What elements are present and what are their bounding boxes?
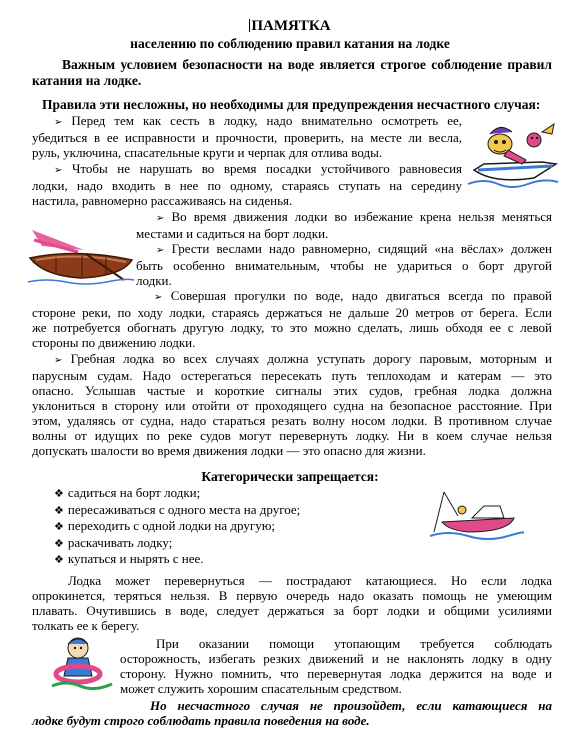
page-title: ПАМЯТКА <box>251 18 331 34</box>
arrow-bullet-icon: ➢ <box>156 245 165 256</box>
rule-1: ➢ Перед тем как сесть в лодку, надо внимательно осмотреть ее, убедиться в ее исправности и прочности, проверить, на месте ли весла, руль, уключина, спасательные круги и черпак для отлива воды. <box>32 113 462 160</box>
child-life-ring-icon <box>48 634 118 692</box>
arrow-bullet-icon: ➢ <box>54 165 63 176</box>
intro-paragraph: Важным условием безопасности на воде является строгое соблюдение правил катания на лодке. <box>32 57 552 88</box>
rescue-paragraph: При оказании помощи утопающим требуется соблюдать осторожность, избегать резких движений и не наклонять лодку в одну сторону. Нужно помнить, что перевернутая лодка держится на воде и может служить хорошим спасательным средством. <box>120 636 552 696</box>
arrow-bullet-icon: ➢ <box>54 117 63 128</box>
diamond-bullet-icon: ❖ <box>54 553 64 566</box>
closing-paragraph: Но несчастного случая не произойдет, если катающиеся на лодке будут строго соблюдать правила поведения на воде. <box>32 698 552 728</box>
diamond-bullet-icon: ❖ <box>54 520 64 533</box>
rule-6: ➢ Гребная лодка во всех случаях должна уступать дорогу паровым, моторным и парусным судам. Надо остерегаться пересекать путь теплоходам и катерам — это опасно. Услышав частые и короткие сигналы этих судов, гребная лодка должна уклониться в сторону или отойти от проходящего судна на безопасное расстояние. При этом, удаляясь от судна, надо стараться резать волну носом лодки. В противном случае волны от идущих по реке судов могут перевернуть лодку. Ни в коем случае нельзя допускать шалости во время движения лодки — это опасно для жизни. <box>32 351 552 458</box>
speedboat-cartoon-icon <box>464 114 562 194</box>
list-item: ❖ купаться и нырять с нее. <box>54 551 204 566</box>
rule-5: ➢ Совершая прогулки по воде, надо двигаться всегда по правой стороне реки, по ходу лодки, стараясь держаться не дальше 20 метров от берега. Если же потребуется обогнать другую лодку, то это можно сделать, лишь обходя ее с левой стороны по движению лодки. <box>32 288 553 350</box>
capsize-paragraph: Лодка может перевернуться — пострадают катающиеся. Но если лодка опрокинется, теряться нельзя. В первую очередь надо оказать помощь не умеющим плавать. Очутившись в воде, следует держаться за борт лодки и общими усилиями толкать ее к берегу. <box>32 573 552 633</box>
rule-4: ➢ Грести веслами надо равномерно, сидящий «на вёслах» должен быть особенно внимательным, чтобы не удариться о борт другой лодки. <box>136 241 552 288</box>
rule-3: ➢ Во время движения лодки во избежание крена нельзя меняться местами и садиться на борт лодки. <box>136 209 552 241</box>
diamond-bullet-icon: ❖ <box>54 536 64 550</box>
fishing-boat-icon <box>428 488 524 540</box>
rule-2: ➢ Чтобы не нарушать во время посадки устойчивого равновесия лодки, надо входить в нее по одному, стараясь ступать на середину настила, равномерно рассаживаясь на сиденья. <box>32 161 462 208</box>
rowing-boat-icon <box>26 224 136 286</box>
diamond-bullet-icon: ❖ <box>54 487 64 500</box>
list-item: ❖ садиться на борт лодки; <box>54 485 201 500</box>
arrow-bullet-icon: ➢ <box>154 292 163 303</box>
list-item: ❖ раскачивать лодку; <box>54 534 173 550</box>
list-item: ❖ переходить с одной лодки на другую; <box>54 518 276 533</box>
rules-heading: Правила эти несложны, но необходимы для предупреждения несчастного случая: <box>42 97 541 112</box>
arrow-bullet-icon: ➢ <box>156 213 165 224</box>
page-subtitle: населению по соблюдению правил катания на лодке <box>130 36 450 51</box>
diamond-bullet-icon: ❖ <box>54 503 64 517</box>
list-item: ❖ пересаживаться с одного места на другое; <box>54 501 301 517</box>
forbidden-heading: Категорически запрещается: <box>201 469 379 484</box>
forbidden-list <box>54 485 394 568</box>
arrow-bullet-icon: ➢ <box>54 355 63 366</box>
